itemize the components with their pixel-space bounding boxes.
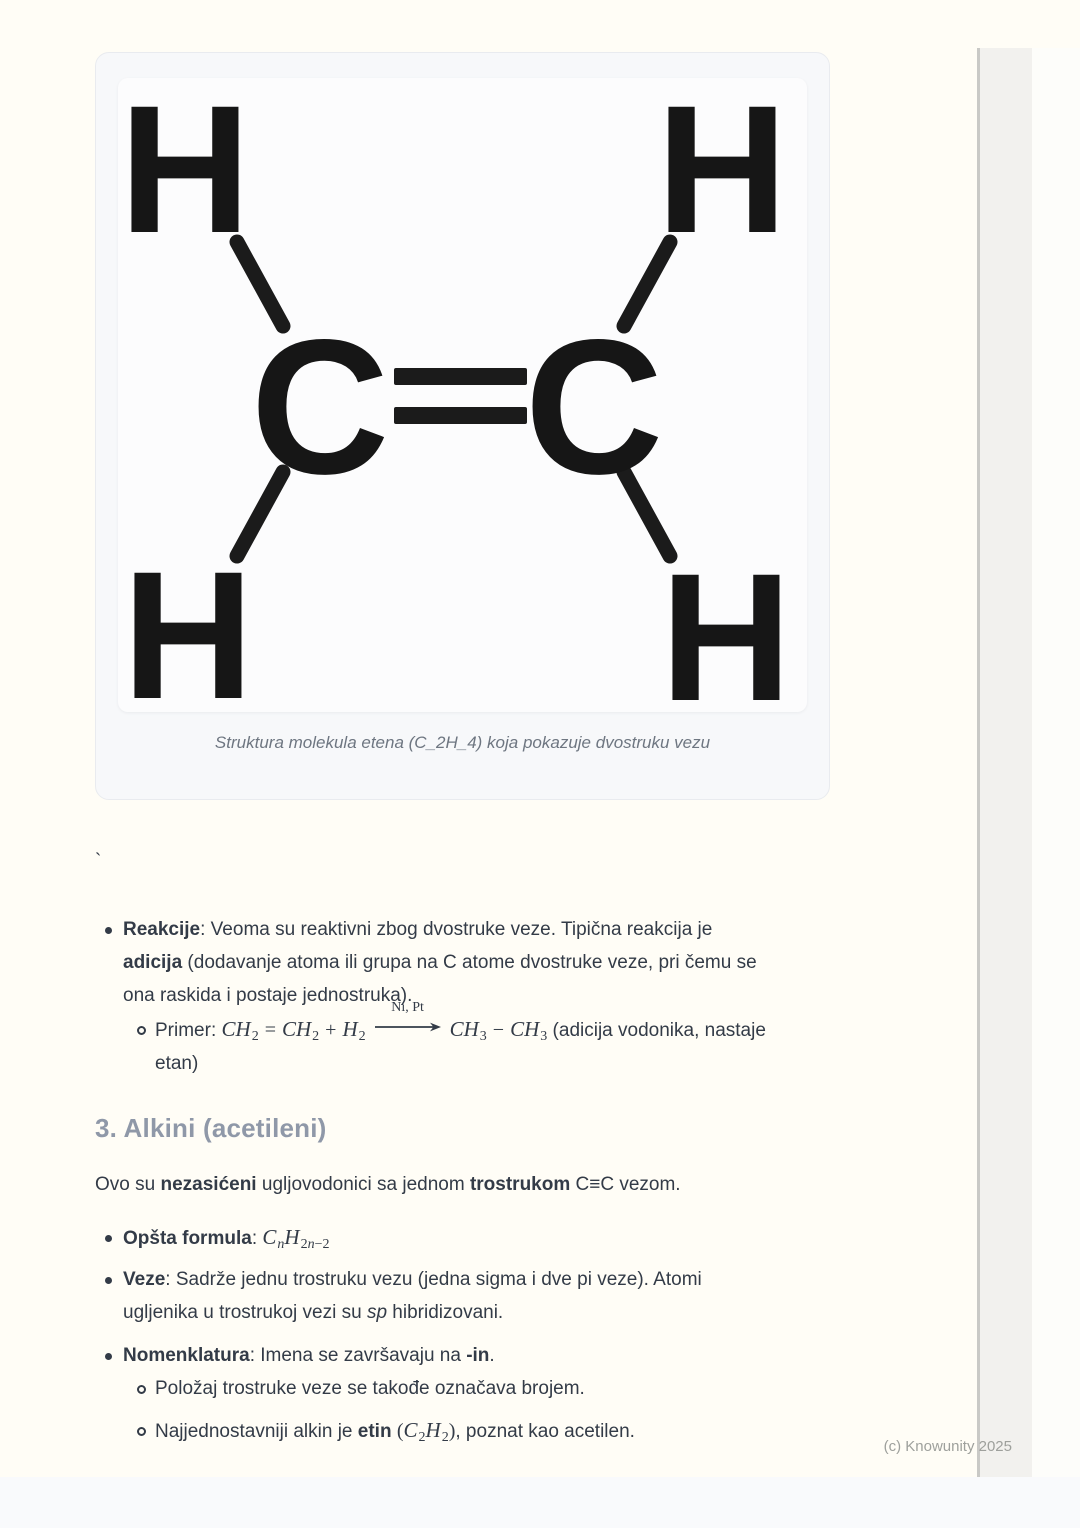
- page-right-margin: [1032, 48, 1080, 1477]
- nomen-t2: .: [489, 1345, 495, 1366]
- veze-text: [123, 1263, 840, 1329]
- atom-c-left: C: [250, 299, 390, 514]
- bullet-reakcije: [95, 913, 840, 1012]
- najj-text: [155, 1414, 840, 1448]
- atom-h-top-left: H: [119, 78, 251, 271]
- nomen-t1: : Imena se završavaju na: [249, 1345, 467, 1366]
- stray-backtick: `: [95, 851, 102, 872]
- intro-t3: C≡C vezom.: [570, 1174, 681, 1195]
- watermark: (c) Knowunity 2025: [883, 1438, 1012, 1455]
- najj-t1: Najjednostavniji alkin je: [155, 1421, 358, 1442]
- bullet-dot-icon: [105, 1353, 112, 1360]
- primer-t1: (adicija vodonika, nastaje: [547, 1020, 766, 1041]
- sub-bullet-polozaj: [127, 1372, 840, 1405]
- bullet-veze: [95, 1263, 840, 1329]
- math-sub: 2: [251, 1029, 259, 1044]
- figure-caption: Struktura molekula etena (C_2H_4) koja pokazuje dvostruku vezu: [214, 733, 711, 752]
- math-sub: 2: [441, 1430, 449, 1445]
- atom-h-bottom-left: H: [122, 533, 254, 712]
- math-sub-2: 2: [300, 1237, 308, 1252]
- reaction-arrow-label: Ni, Pt: [391, 1000, 424, 1015]
- sp-italic: sp: [366, 1302, 388, 1323]
- section-heading: 3. Alkini (acetileni): [95, 1113, 327, 1143]
- figure-card: [95, 52, 830, 800]
- atom-h-top-right: H: [656, 78, 788, 271]
- math-equals: =: [264, 1019, 276, 1041]
- math-C: C: [262, 1225, 277, 1249]
- sub-bullet-marker-box: [127, 1414, 155, 1448]
- bullet-circle-icon: [137, 1385, 146, 1394]
- etin-bold: etin: [357, 1421, 392, 1442]
- opsta-text: [123, 1221, 840, 1255]
- double-bond-lower: [394, 407, 527, 424]
- opsta-label: Opšta formula: [123, 1228, 252, 1249]
- math-sub: 2: [358, 1029, 366, 1044]
- bullet-marker-box: [95, 913, 123, 1012]
- math-sub: 3: [479, 1029, 487, 1044]
- math-sub-n: n: [277, 1237, 285, 1252]
- math-open-paren: (: [396, 1420, 404, 1442]
- bullet-marker-box: [95, 1339, 123, 1372]
- reakcije-t3: ona raskida i postaje jednostruka).: [123, 985, 413, 1006]
- reakcije-t1: : Veoma su reaktivni zbog dvostruke veze. Tipična reakcija je: [200, 919, 713, 940]
- math-plus: +: [325, 1019, 337, 1041]
- nomen-label: Nomenklatura: [123, 1345, 250, 1366]
- adicija-bold: adicija: [123, 952, 183, 973]
- molecule-figure: [118, 78, 807, 712]
- najj-t3: , poznat kao acetilen.: [455, 1421, 635, 1442]
- bullet-dot-icon: [105, 1277, 112, 1284]
- arrow-icon: [375, 1022, 441, 1032]
- nomen-text: [123, 1339, 840, 1372]
- math-ch2-b: CH: [281, 1017, 312, 1041]
- bullet-dot-icon: [105, 927, 112, 934]
- bullet-reakcije-text: [123, 913, 840, 1012]
- atom-h-bottom-right: H: [660, 535, 792, 712]
- math-ch3-a: CH: [449, 1017, 479, 1041]
- veze-label: Veze: [123, 1269, 166, 1290]
- double-bond-upper: [394, 368, 527, 385]
- veze-t3: hibridizovani.: [387, 1302, 504, 1323]
- veze-t2: ugljenika u trostrukoj vezi su: [123, 1302, 367, 1323]
- intro-t2: ugljovodonici sa jednom: [256, 1174, 470, 1195]
- intro-t1: Ovo su: [95, 1174, 161, 1195]
- math-minus: −: [492, 1019, 505, 1041]
- reaction-arrow: [375, 1000, 441, 1032]
- sub-bullet-primer: [127, 1000, 840, 1080]
- math-sub: 3: [540, 1029, 548, 1044]
- ethene-structure-diagram: [118, 78, 807, 712]
- bullet-opsta-formula: [95, 1221, 840, 1255]
- sub-bullet-najjednostavniji: [127, 1414, 840, 1448]
- math-H: H: [284, 1225, 300, 1249]
- math-sub: 2: [312, 1029, 320, 1044]
- sub-bullet-marker-box: [127, 1013, 155, 1080]
- atom-c-right: C: [524, 299, 664, 514]
- bullet-circle-icon: [137, 1026, 146, 1035]
- polozaj-text: Položaj trostruke veze se takođe označava brojem.: [155, 1378, 585, 1399]
- page-edge-strip: [977, 48, 1032, 1477]
- reakcije-t2: (dodavanje atoma ili grupa na C atome dvostruke veze, pri čemu se: [182, 952, 757, 973]
- nezasiceni-bold: nezasićeni: [160, 1174, 257, 1195]
- math-close-paren: ): [448, 1420, 456, 1442]
- primer-t2: etan): [155, 1053, 199, 1074]
- page-bottom-band: [0, 1477, 1080, 1528]
- reakcije-label: Reakcije: [123, 919, 201, 940]
- math-H2: H: [425, 1418, 441, 1442]
- bullet-nomenklatura: [95, 1339, 840, 1372]
- math-h2: H: [342, 1017, 358, 1041]
- math-sub: 2: [418, 1430, 426, 1445]
- primer-text: [155, 1000, 840, 1080]
- opsta-t1: :: [251, 1228, 263, 1249]
- bullet-marker-box: [95, 1263, 123, 1329]
- veze-t1: : Sadrže jednu trostruku vezu (jedna sigma i dve pi veze). Atomi: [165, 1269, 702, 1290]
- primer-prefix: Primer:: [155, 1020, 222, 1041]
- sub-bullet-marker-box: [127, 1372, 155, 1405]
- in-bold: -in: [466, 1345, 490, 1366]
- intro-paragraph: [95, 1168, 845, 1201]
- math-ch2-a: CH: [221, 1017, 251, 1041]
- math-sub-minus2: −2: [314, 1237, 330, 1252]
- math-C2: C: [403, 1418, 418, 1442]
- bullet-marker-box: [95, 1221, 123, 1255]
- math-sub-n: n: [307, 1237, 315, 1252]
- bullet-circle-icon: [137, 1427, 146, 1436]
- trostrukom-bold: trostrukom: [469, 1174, 571, 1195]
- bullet-dot-icon: [105, 1235, 112, 1242]
- math-ch3-b: CH: [510, 1017, 540, 1041]
